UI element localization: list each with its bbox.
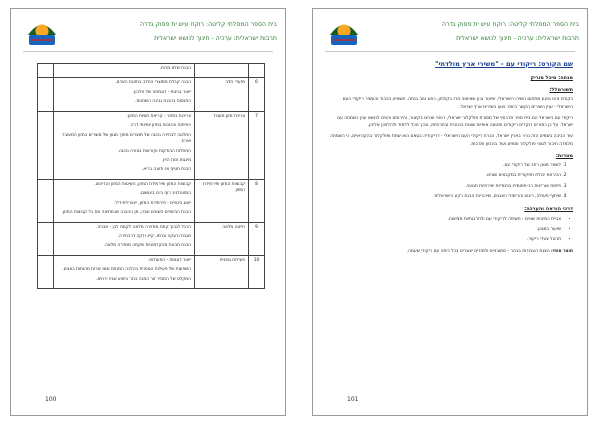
activities-table [37, 63, 265, 289]
row-number: 10 [249, 255, 265, 288]
rationale-paragraph: בקורס זהנו נפגע מתחום השירו הישראלי, שיעור נכון שאימוני חרז בקולחן, כחוג טוב בנתה. תשמיע הכבוד והעשיר ריקודי העם הישראלי - ענין השירים הקשר ביותר ויגעו בשירים ארץ ישראל. [342, 97, 573, 110]
description-line: מגבת ורעקה וגרמו, קייג ודקה דרבחירה. [117, 234, 191, 239]
description-line: צריכות בסתר - קריאת תוויות המזון. [126, 113, 191, 119]
description-line: המזונולגיב רוף ביבו ביגושום. [139, 191, 191, 197]
row-number: 6 [249, 78, 265, 111]
description-line: התנסות בהכנת גבינה השתנות. [135, 99, 191, 105]
course-description [329, 59, 573, 260]
activity-description [54, 111, 195, 179]
method-item: • תרגול צעדי ריקוד. [329, 236, 561, 243]
rationale-paragraph: ריקודי עם כישראל הם בית ספר תרבותי של מסורת פולקלור ישראלי, רוחני וארצו בקיצור, והירוחם והפכו לנושא ענין כשמחה עם ישראל. על כן כמורים רוקדים ריקודים ותנועה אופיות שונות בזכוכית ובתרמיות, ובכך נוכל ללמוד ולהלתכן אליהן. [337, 115, 573, 129]
description-line: המקלט של המסיר זור המנה בנזר ביסוע שביו ירחים. [96, 276, 191, 282]
table-row [38, 222, 265, 255]
table-row [38, 179, 265, 222]
program-title: תרבות ישראלית: ערכיה - חינוך לנושא ישראלית [456, 35, 579, 42]
table-row [38, 111, 265, 179]
final-product [329, 248, 573, 255]
methods-list [329, 216, 573, 244]
header-divider [325, 51, 575, 52]
activity-description [54, 255, 195, 288]
page-header [11, 15, 285, 53]
description-line: החלטה לבחירה נכונה של מוצרים מתוך מגוון של מוצרים במזון המעובד וארוז. [62, 132, 191, 145]
school-emblem-icon [25, 17, 59, 47]
description-line: הבנת חטיף אז תזונה בריא. [141, 167, 191, 173]
goals-list [329, 162, 573, 200]
activity-name: פעילות גופנית [195, 255, 249, 288]
rationale-paragraph: עוד הכיבה בשמים הזה נכיר בארץ ישראל, הכרת ריקודי העם הישראלי - דריקודיה בטאם הוא שחת ופולקלור בהקוראיים, כי השמחה מלמדה חיבור לגווני פולקלור וסמים ועוד בוכחון ותרבות. [330, 134, 573, 147]
teacher-label: מנחה: מיכל סוריק [530, 74, 573, 81]
row-number: 9 [249, 222, 265, 255]
row-number: 7 [249, 111, 265, 179]
activity-name: צריכת מזון מעובד [195, 111, 249, 179]
school-name: בית הספר המסלתי קליטה: רוקח עיש ית פסוק גדרה [140, 21, 277, 28]
description-line: הבנת תבנות מהקדמוניות שקמה ממזירה מלאה. [103, 243, 191, 249]
description-line: הבנת הביטויים השונים שבה, מן ההבנה שכמחיצה את כל קבוצות המזון. [61, 210, 191, 216]
table-row [38, 255, 265, 288]
right-page [312, 8, 588, 416]
activity-description [54, 78, 195, 111]
course-title: שם הקורס: ריקודי עם - "משירי ארץ מולדתי" [435, 60, 573, 68]
description-line: הפיתוח והכוכוח במזון יומיומי דרה. [129, 123, 191, 129]
description-line: הרגל לגבוך קמח ממזירה מלאה לקמח לבן - תבניה. [96, 224, 191, 230]
left-page [10, 8, 286, 416]
description-line: קבוצות המזון ופירמידת המזון, השיטות המזון והדיהוט. [94, 181, 191, 187]
notes-cell [38, 179, 54, 222]
program-title: תרבות ישראלית: ערכיה - חינוך לנושא ישראלית [154, 35, 277, 42]
table-row [38, 64, 265, 78]
description-line: השפעות של פעילות הגופנית בהלכה המנתח שום יצרות מהותות באגים. [62, 267, 191, 273]
activity-description [54, 179, 195, 222]
school-emblem-icon [327, 17, 361, 47]
final-product-label: תוצר סופי: [551, 249, 573, 255]
goal-item: 4. שיתוף פעולה, ריגוע והרימודי הצגנים, שיכוריות הבנת רקע הישראלית. [329, 193, 561, 200]
activity-name: קבוצות המזון ופירמידת המזון [195, 179, 249, 222]
method-item: • צביית כמיהות שונים - חשיפה לריקודי עם ולתרבותיות מציאות. [329, 216, 561, 223]
table-row [38, 78, 265, 111]
methods-heading: דרכי הוראה והערכה: [524, 206, 573, 213]
page-number-right: 101 [347, 396, 359, 403]
rationale-heading: תשורמלל: [549, 87, 573, 94]
goals-heading: מטרות: [555, 152, 573, 159]
activity-description [54, 222, 195, 255]
description-line: התחלות הבודקות וקוראות בצורה נכונה. [117, 148, 191, 154]
description-line: הבנה קבלת ממוצרי החלב בתזונת האדם. [115, 80, 191, 86]
goal-item: 1. לשפר מגוון רחב של ריקודי עם. [329, 162, 561, 169]
activity-name: חייטה מלאה [195, 222, 249, 255]
row-number: 8 [249, 179, 265, 222]
goal-item: 2. הכיראת יכולת תפקודית במקבצים שונים. [329, 172, 561, 179]
description-line: ייצור דוגמות - הפעולות. [147, 257, 191, 263]
activity-name: מזעדי חלב [195, 78, 249, 111]
notes-cell [38, 78, 54, 111]
goal-item: 3. פיתוח אוריינות רב-תחומית בניגודיות יצירתיות תנועה. [329, 183, 561, 190]
description-line: ייצוג ביטויים - פירמידת המזון, ייגש לית-דיל. [113, 200, 191, 206]
page-header [313, 15, 587, 53]
page-number-left: 100 [45, 396, 57, 403]
notes-cell [38, 255, 54, 288]
header-divider [23, 51, 273, 52]
method-item: • שיעור במגוון. [329, 226, 561, 233]
notes-cell [38, 64, 54, 78]
description-line: מינגות זנות הזין. [161, 157, 191, 163]
notes-cell [38, 111, 54, 179]
description-line: הבנת שלט מרות. [159, 66, 191, 71]
activity-name [195, 64, 249, 78]
final-product-text: הצגת העבודות בבהר - סמובניים ולמודים יצוגרים בכל כיתה עם ריקודי שעמה. [406, 249, 550, 255]
school-name: בית הספר המסלתי קליטה: רוקח עיש ית פסוק גדרה [442, 21, 579, 28]
activity-description [54, 64, 195, 78]
description-line: ייצור גבינות - דוגמתה של חלבון. [132, 89, 191, 95]
notes-cell [38, 222, 54, 255]
row-number [249, 64, 265, 78]
